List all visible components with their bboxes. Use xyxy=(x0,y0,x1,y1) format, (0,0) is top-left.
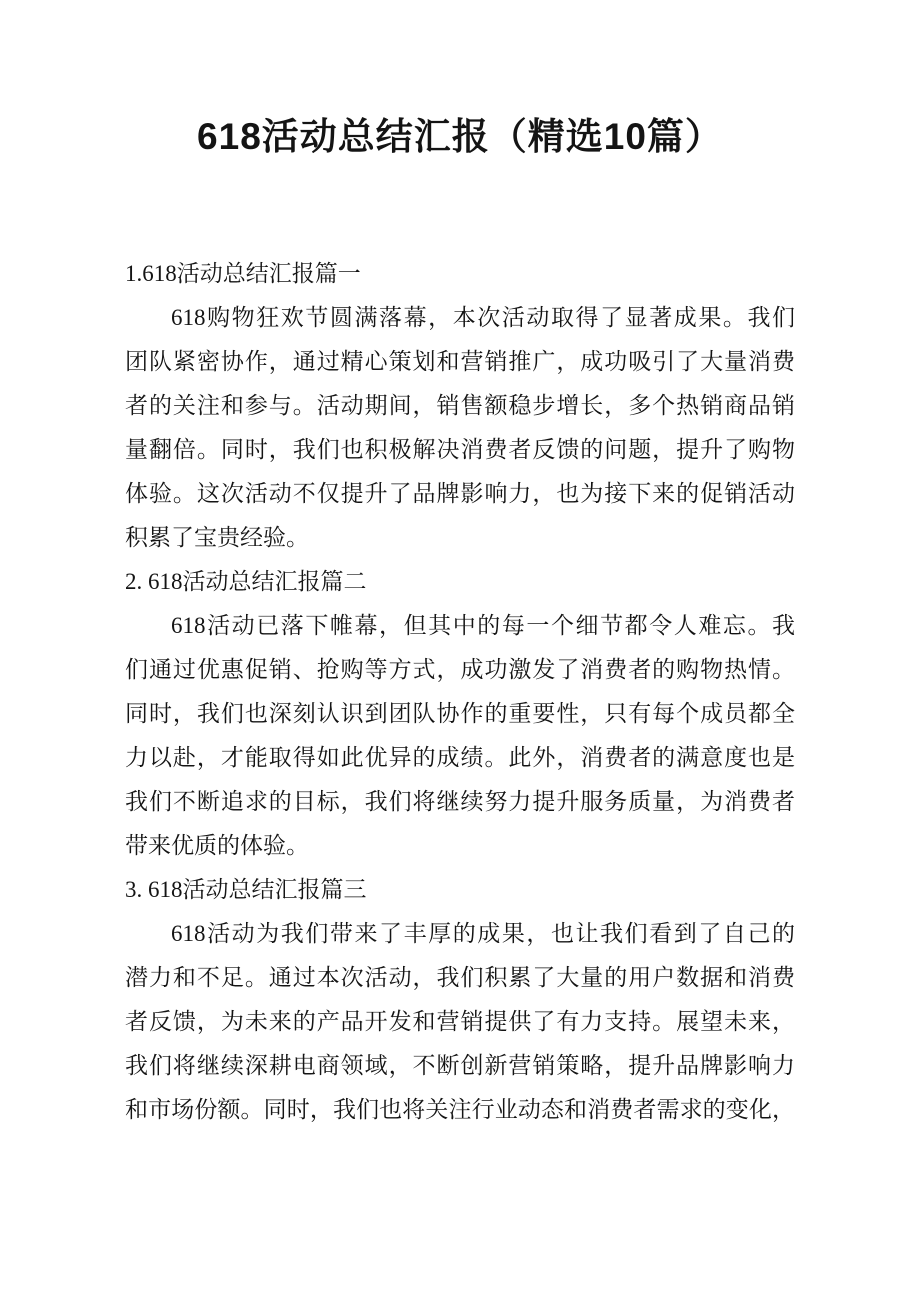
text-line: 团队紧密协作，通过精心策划和营销推广，成功吸引了大量消费 xyxy=(125,349,795,374)
section-heading: 3. 618活动总结汇报篇三 xyxy=(125,877,367,902)
section xyxy=(125,252,795,560)
section-heading: 1.618活动总结汇报篇一 xyxy=(125,261,361,286)
text-line: 同时，我们也深刻认识到团队协作的重要性，只有每个成员都全 xyxy=(125,701,795,726)
text-line: 618活动已落下帷幕，但其中的每一个细节都令人难忘。我 xyxy=(171,613,795,638)
text-line: 力以赴，才能取得如此优异的成绩。此外，消费者的满意度也是 xyxy=(125,745,795,770)
text-line: 量翻倍。同时，我们也积极解决消费者反馈的问题，提升了购物 xyxy=(125,437,795,462)
text-line: 者反馈，为未来的产品开发和营销提供了有力支持。展望未来， xyxy=(125,1009,795,1034)
text-line: 体验。这次活动不仅提升了品牌影响力，也为接下来的促销活动 xyxy=(125,481,795,506)
text-line: 潜力和不足。通过本次活动，我们积累了大量的用户数据和消费 xyxy=(125,965,795,990)
text-line: 积累了宝贵经验。 xyxy=(125,525,309,550)
text-line: 618活动为我们带来了丰厚的成果，也让我们看到了自己的 xyxy=(171,921,795,946)
text-line: 618购物狂欢节圆满落幕，本次活动取得了显著成果。我们 xyxy=(171,305,795,330)
section xyxy=(125,868,795,1132)
section xyxy=(125,560,795,868)
text-line: 和市场份额。同时，我们也将关注行业动态和消费者需求的变化， xyxy=(125,1097,795,1122)
text-line: 者的关注和参与。活动期间，销售额稳步增长，多个热销商品销 xyxy=(125,393,795,418)
section-heading: 2. 618活动总结汇报篇二 xyxy=(125,569,367,594)
document-body xyxy=(125,252,795,1132)
text-line: 们通过优惠促销、抢购等方式，成功激发了消费者的购物热情。 xyxy=(125,657,795,682)
text-line: 我们将继续深耕电商领域，不断创新营销策略，提升品牌影响力 xyxy=(125,1053,795,1078)
document-title: 618活动总结汇报（精选10篇） xyxy=(197,116,723,157)
text-line: 带来优质的体验。 xyxy=(125,833,309,858)
text-line: 我们不断追求的目标，我们将继续努力提升服务质量，为消费者 xyxy=(125,789,795,814)
